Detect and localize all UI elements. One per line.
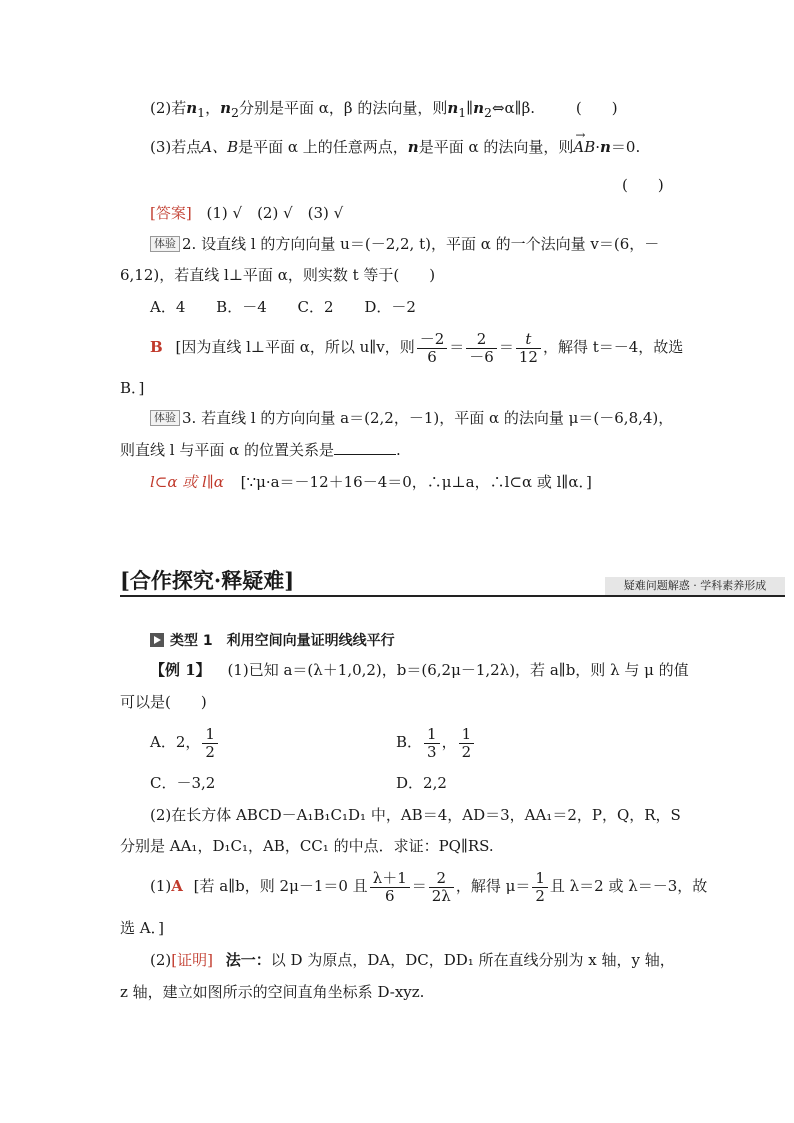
example-label: 【例 1】 bbox=[150, 661, 211, 679]
answer-1: [答案] (1) √ (2) √ (3) √ bbox=[150, 204, 344, 222]
solution-2-line2: z 轴，建立如图所示的空间直角坐标系 D-xyz. bbox=[120, 983, 425, 1001]
section-divider bbox=[120, 595, 785, 597]
option-c: C．－3,2 bbox=[150, 774, 216, 792]
type-heading: 类型 1 利用空间向量证明线线平行 bbox=[150, 630, 395, 651]
section-title: [合作探究·释疑难] bbox=[120, 568, 295, 593]
answer-paren: ( ) bbox=[622, 176, 664, 194]
example-1-part2-line2: 分别是 AA₁，D₁C₁，AB，CC₁ 的中点．求证：PQ∥RS. bbox=[120, 837, 494, 855]
experience-3-line2: 则直线 l 与平面 α 的位置关系是 . bbox=[120, 441, 401, 459]
question-3: (3)若点A、B是平面 α 上的任意两点，n是平面 α 的法向量，则→ AB·n＝0. bbox=[150, 137, 640, 157]
fill-blank bbox=[334, 440, 396, 455]
example-1-part2: (2)在长方体 ABCD－A₁B₁C₁D₁ 中，AB＝4，AD＝3，AA₁＝2，P，Q，R，S bbox=[150, 806, 681, 824]
experience-3-solution: l⊂α 或 l∥α [∵μ·a＝－12＋16－4＝0，∴μ⊥a，∴l⊂α 或 l∥α．] bbox=[150, 473, 592, 491]
option-a: A．2， $\frac{1}{2}$ bbox=[150, 722, 220, 762]
answer-label: [答案] bbox=[150, 204, 192, 222]
answer-red: l⊂α 或 l∥α bbox=[150, 473, 224, 491]
answer-paren: ( ) bbox=[575, 99, 618, 117]
play-triangle-icon bbox=[150, 633, 164, 647]
experience-2-solution: B [因为直线 l⊥平面 α，所以 u∥v，则 $\frac{-2}{6}$ ＝ $\frac{2}{-6}$ ＝ $\frac{t}{12}$ ，解得 t＝－4，故选 bbox=[150, 329, 684, 366]
option-d: D．2,2 bbox=[396, 774, 447, 792]
experience-3: 体验 3. 若直线 l 的方向向量 a＝(2,2，－1)，平面 α 的法向量 μ＝(－6,8,4)， bbox=[150, 408, 673, 428]
example-1-line2: 可以是( ) bbox=[120, 693, 207, 711]
proof-label: [证明] bbox=[171, 951, 213, 969]
experience-tag: 体验 bbox=[150, 236, 180, 252]
experience-2-line2: 6,12)，若直线 l⊥平面 α，则实数 t 等于( ) bbox=[120, 266, 436, 284]
solution-1-line2: 选 A．] bbox=[120, 919, 164, 937]
answer-choice: B bbox=[150, 338, 163, 356]
experience-2: 体验 2. 设直线 l 的方向向量 u＝(－2,2, t)，平面 α 的一个法向量 v＝(6，－ bbox=[150, 234, 659, 254]
experience-2-options: A．4 B．－4 C．2 D．－2 bbox=[150, 298, 416, 316]
section-tag: 疑难问题解惑 · 学科素养形成 bbox=[605, 577, 785, 595]
solution-1: (1)A [若 a∥b，则 2μ－1＝0 且 $\frac{\lambda+1}{6}$ ＝ $\frac{2}{2\lambda}$ ，解得 μ＝ $\frac{1}{2}$ 且 λ＝2 或 λ＝－3，故 bbox=[150, 868, 708, 905]
example-1: 【例 1】 (1)已知 a＝(λ＋1,0,2)，b＝(6,2μ－1,2λ)，若 a∥b，则 λ 与 μ 的值 bbox=[150, 661, 689, 679]
experience-2-solution-line2: B．] bbox=[120, 379, 145, 397]
option-b: B． $\frac{1}{3}$ ， $\frac{1}{2}$ bbox=[396, 722, 476, 762]
vector-ab: → AB bbox=[573, 137, 595, 157]
answer-choice: A bbox=[171, 877, 183, 895]
experience-tag: 体验 bbox=[150, 410, 180, 426]
solution-2: (2)[证明] 法一：以 D 为原点，DA，DC，DD₁ 所在直线分别为 x 轴，y 轴， bbox=[150, 951, 675, 969]
question-2: (2)若$n_1$，$n_2$分别是平面 α，β 的法向量，则$n_1\parallel n_2\Leftrightarrow\alpha\parallel\beta$. ( ) bbox=[150, 99, 618, 120]
